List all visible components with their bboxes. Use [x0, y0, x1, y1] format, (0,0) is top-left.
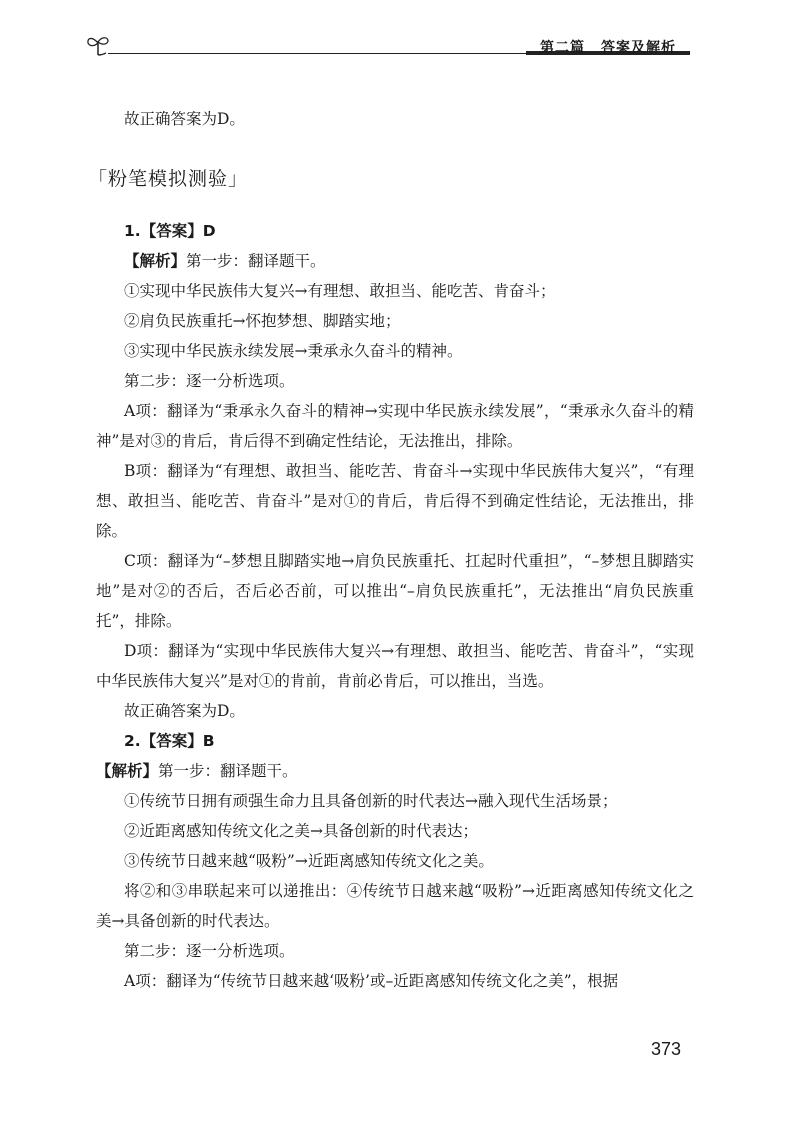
page-number: 373 [651, 1039, 682, 1059]
header-rule-thin [108, 53, 526, 54]
header-title [540, 37, 676, 57]
section-title [88, 166, 694, 192]
section-title-text: 粉笔模拟测验 [108, 168, 229, 190]
q1-option-b: B项：翻译为“有理想、敢担当、能吃苦、肯奋斗→实现中华民族伟大复兴”，“有理想、敢担当、能吃苦、肯奋斗”是对①的肯后，肯后得不到确定性结论，无法推出，排除。 [96, 462, 694, 540]
q1-option-a: A项：翻译为“秉承永久奋斗的精神→实现中华民族永续发展”，“秉承永久奋斗的精神”是对③的肯后，肯后得不到确定性结论，无法推出，排除。 [96, 402, 694, 450]
q1-line: 第二步：逐一分析选项。 [124, 372, 295, 390]
q1-line: ③实现中华民族永续发展→秉承永久奋斗的精神。 [124, 342, 463, 360]
q1-number: 1. [124, 222, 141, 240]
q1-option-c: C项：翻译为“–梦想且脚踏实地→肩负民族重托、扛起时代重担”，“–梦想且脚踏实地”是对②的否后，否后必否前，可以推出“–肩负民族重托”，无法推出“肩负民族重托”，排除。 [96, 552, 694, 630]
q2-line: 第二步：逐一分析选项。 [124, 942, 295, 960]
q1-line: ②肩负民族重托→怀抱梦想、脚踏实地； [124, 312, 401, 330]
q2-analysis-first: 第一步：翻译题干。 [158, 762, 298, 780]
q2-answer: B [202, 732, 215, 750]
intro-line: 故正确答案为D。 [124, 110, 245, 128]
q2-option-a: A项：翻译为“传统节日越来越‘吸粉’或–近距离感知传统文化之美”，根据 [124, 972, 619, 990]
page-content [88, 104, 694, 996]
q2-analysis-tag: 【解析】 [96, 762, 159, 780]
page-header [0, 0, 800, 70]
q2-line: ①传统节日拥有顽强生命力且具备创新的时代表达→融入现代生活场景； [124, 792, 618, 810]
q2-line: ③传统节日越来越“吸粉”→近距离感知传统文化之美。 [124, 852, 494, 870]
q2-answer-line [96, 726, 694, 756]
q2-number: 2. [124, 732, 141, 750]
q1-analysis-tag: 【解析】 [124, 252, 187, 270]
q1-analysis-first: 第一步：翻译题干。 [186, 252, 326, 270]
q1-answer: D [202, 222, 216, 240]
header-part: 第二篇 [540, 40, 585, 56]
section-bracket-open: 「 [88, 168, 109, 190]
q2-line: 将②和③串联起来可以递推出：④传统节日越来越“吸粉”→近距离感知传统文化之美→具备创新的时代表达。 [96, 882, 694, 930]
q1-conclusion: 故正确答案为D。 [124, 702, 245, 720]
q1-option-d: D项：翻译为“实现中华民族伟大复兴→有理想、敢担当、能吃苦、肯奋斗”，“实现中华民族伟大复兴”是对①的肯前，肯前必肯后，可以推出，当选。 [96, 642, 694, 690]
q1-line: ①实现中华民族伟大复兴→有理想、敢担当、能吃苦、肯奋斗； [124, 282, 556, 300]
q2-answer-tag: 【答案】 [140, 732, 203, 750]
q2-line: ②近距离感知传统文化之美→具备创新的时代表达； [124, 822, 478, 840]
q2-analysis-line [96, 756, 694, 786]
q1-analysis-line [96, 246, 694, 276]
q1-answer-line [96, 216, 694, 246]
sprout-icon [86, 34, 110, 56]
q1-answer-tag: 【答案】 [140, 222, 203, 240]
header-section: 答案及解析 [601, 40, 676, 56]
section-bracket-close: 」 [228, 168, 249, 190]
